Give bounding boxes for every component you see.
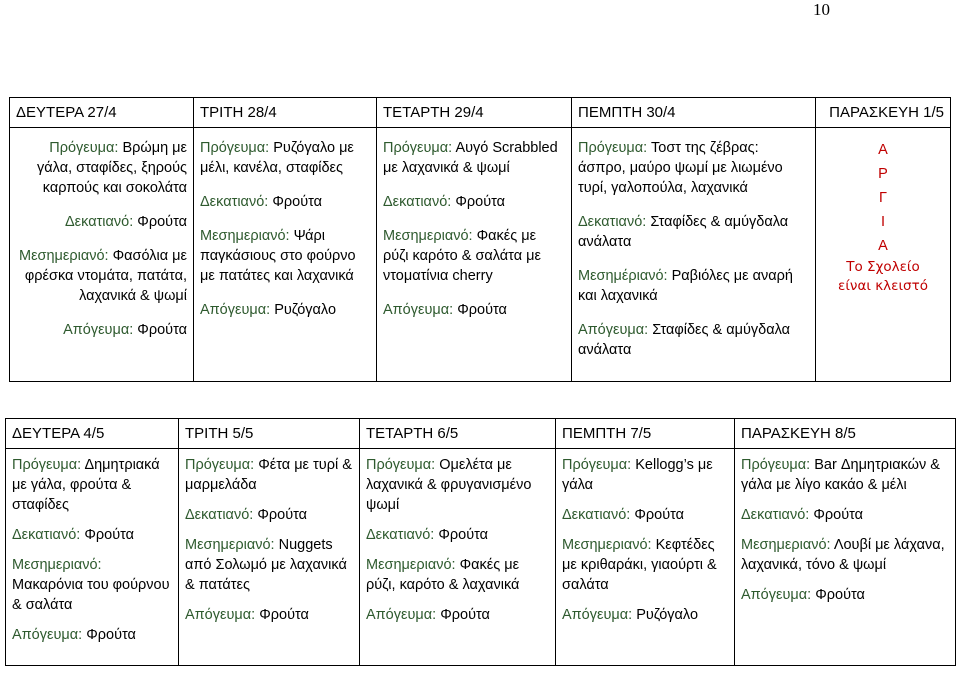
snack-label: Δεκατιανό:: [741, 507, 810, 523]
breakfast-text: Δημητριακά με γάλα, φρούτα & σταφίδες: [12, 457, 160, 513]
breakfast-entry: [741, 455, 949, 495]
week2-wed-cell: [360, 449, 556, 666]
week2-header-fri: ΠΑΡΑΣΚΕΥΗ 8/5: [735, 419, 956, 449]
lunch-label: Μεσημεριανό:: [19, 248, 109, 264]
breakfast-text: Φέτα με τυρί & μαρμελάδα: [185, 457, 352, 493]
holiday-letter: Α: [878, 142, 888, 158]
lunch-text: Φακές με ρύζι, καρότο & λαχανικά: [366, 557, 520, 593]
lunch-entry: [366, 555, 549, 595]
snack-label: Δεκατιανό:: [366, 527, 435, 543]
snack-entry: [200, 192, 370, 212]
afternoon-text: Ρυζόγαλο: [636, 607, 699, 623]
week1-header-thu: ΠΕΜΠΤΗ 30/4: [572, 98, 816, 128]
snack-entry: [578, 212, 809, 252]
lunch-entry: [12, 555, 172, 615]
week1-menu-table: [9, 97, 951, 382]
lunch-text: Λουβί με λάχανα, λαχανικά, τόνο & ψωμί: [741, 537, 945, 573]
snack-label: Δεκατιανό:: [200, 194, 269, 210]
afternoon-text: Φρούτα: [440, 607, 490, 623]
afternoon-entry: [16, 320, 187, 340]
lunch-text: Ψάρι παγκάσιους στο φούρνο με πατάτες και λαχανικά: [200, 228, 356, 284]
afternoon-text: Φρούτα: [259, 607, 309, 623]
snack-entry: [383, 192, 565, 212]
afternoon-label: Απόγευμα:: [185, 607, 256, 623]
afternoon-entry: [366, 605, 549, 625]
week2-fri-cell: [735, 449, 956, 666]
afternoon-text: Ρυζόγαλο: [274, 302, 337, 318]
week1-header-row: [10, 98, 951, 128]
afternoon-text: Φρούτα: [815, 587, 865, 603]
snack-label: Δεκατιανό:: [64, 214, 134, 230]
holiday-letter: Α: [878, 238, 888, 254]
breakfast-entry: [383, 138, 565, 178]
lunch-text: Φασόλια με φρέσκα ντομάτα, πατάτα, λαχανικά & ψωμί: [24, 248, 187, 304]
snack-text: Φρούτα: [455, 194, 506, 210]
snack-label: Δεκατιανό:: [383, 194, 452, 210]
afternoon-label: Απόγευμα:: [562, 607, 633, 623]
lunch-label: Μεσημεριανό:: [562, 537, 652, 553]
breakfast-text: Τοστ της ζέβρας: άσπρο, μαύρο ψωμί με λιωμένο τυρί, γαλοπούλα, λαχανικά: [578, 140, 783, 196]
week2-header-mon: ΔΕΥΤΕΡΑ 4/5: [6, 419, 179, 449]
snack-text: Φρούτα: [438, 527, 489, 543]
snack-entry: [185, 505, 353, 525]
afternoon-label: Απόγευμα:: [366, 607, 437, 623]
breakfast-text: Ρυζόγαλο με μέλι, κανέλα, σταφίδες: [200, 140, 354, 176]
week1-thu-cell: [572, 128, 816, 382]
breakfast-entry: [185, 455, 353, 495]
week1-fri-closed-cell: [816, 128, 951, 382]
afternoon-entry: [578, 320, 809, 360]
week2-thu-cell: [556, 449, 735, 666]
snack-label: Δεκατιανό:: [12, 527, 81, 543]
snack-label: Δεκατιανό:: [562, 507, 631, 523]
holiday-letter: Ι: [880, 214, 886, 230]
breakfast-label: Πρόγευμα:: [366, 457, 436, 473]
lunch-text: Nuggets από Σολωμό με λαχανικά & πατάτες: [185, 537, 347, 593]
lunch-label: Μεσημεριανό:: [366, 557, 456, 573]
afternoon-entry: [383, 300, 565, 320]
lunch-text: Ραβιόλες με αναρή και λαχανικά: [578, 268, 793, 304]
week2-menu-table: [5, 418, 956, 666]
afternoon-label: Απόγευμα:: [741, 587, 812, 603]
week1-header-wed: ΤΕΤΑΡΤΗ 29/4: [377, 98, 572, 128]
breakfast-entry: [16, 138, 187, 198]
breakfast-text: Βρώμη με γάλα, σταφίδες, ξηρούς καρπούς και σοκολάτα: [37, 140, 187, 196]
afternoon-entry: [200, 300, 370, 320]
week2-mon-cell: [6, 449, 179, 666]
breakfast-entry: [12, 455, 172, 515]
week2-header-row: [6, 419, 956, 449]
snack-entry: [562, 505, 728, 525]
afternoon-label: Απόγευμα:: [200, 302, 271, 318]
afternoon-entry: [185, 605, 353, 625]
snack-label: Δεκατιανό:: [185, 507, 254, 523]
snack-entry: [12, 525, 172, 545]
lunch-label: Μεσημεριανό:: [200, 228, 290, 244]
snack-text: Φρούτα: [634, 507, 685, 523]
page-number: 10: [813, 0, 830, 19]
snack-text: Φρούτα: [813, 507, 864, 523]
lunch-entry: [578, 266, 809, 306]
lunch-label: Μεσημεριανό:: [383, 228, 473, 244]
afternoon-label: Απόγευμα:: [578, 322, 649, 338]
breakfast-label: Πρόγευμα:: [383, 140, 453, 156]
lunch-entry: [383, 226, 565, 286]
afternoon-label: Απόγευμα:: [63, 322, 134, 338]
lunch-text: Φακές με ρύζι καρότο & σαλάτα με ντοματίνια cherry: [383, 228, 541, 284]
lunch-label: Μεσημεριανό:: [12, 557, 102, 573]
lunch-text: Κεφτέδες με κριθαράκι, γιαούρτι & σαλάτα: [562, 537, 717, 593]
lunch-label: Μεσημεριανό:: [185, 537, 275, 553]
week2-header-thu: ΠΕΜΠΤΗ 7/5: [556, 419, 735, 449]
week1-header-fri: ΠΑΡΑΣΚΕΥΗ 1/5: [816, 98, 951, 128]
breakfast-text: Kellogg’s με γάλα: [562, 457, 713, 493]
breakfast-entry: [562, 455, 728, 495]
holiday-letter: Γ: [879, 190, 887, 206]
breakfast-label: Πρόγευμα:: [741, 457, 811, 473]
breakfast-entry: [200, 138, 370, 178]
snack-entry: [366, 525, 549, 545]
afternoon-label: Απόγευμα:: [12, 627, 83, 643]
breakfast-label: Πρόγευμα:: [12, 457, 82, 473]
breakfast-text: Bar Δημητριακών & γάλα με λίγο κακάο & μέλι: [741, 457, 940, 493]
week2-header-wed: ΤΕΤΑΡΤΗ 6/5: [360, 419, 556, 449]
afternoon-label: Απόγευμα:: [383, 302, 454, 318]
snack-entry: [16, 212, 187, 232]
breakfast-text: Αυγό Scrabbled με λαχανικά & ψωμί: [383, 140, 558, 176]
afternoon-text: Φρούτα: [137, 322, 187, 338]
snack-text: Φρούτα: [84, 527, 135, 543]
school-closed-note: Το Σχολείο είναι κλειστό: [838, 259, 928, 294]
breakfast-entry: [366, 455, 549, 515]
lunch-entry: [562, 535, 728, 595]
holiday-letter: Ρ: [878, 166, 888, 182]
lunch-entry: [200, 226, 370, 286]
week2-meals-row: [6, 449, 956, 666]
week1-mon-cell: [10, 128, 194, 382]
week1-header-mon: ΔΕΥΤΕΡΑ 27/4: [10, 98, 194, 128]
lunch-label: Μεσημεριανό:: [741, 537, 831, 553]
lunch-entry: [185, 535, 353, 595]
week2-header-tue: ΤΡΙΤΗ 5/5: [179, 419, 360, 449]
afternoon-entry: [562, 605, 728, 625]
breakfast-text: Ομελέτα με λαχανικά & φρυγανισμένο ψωμί: [366, 457, 532, 513]
lunch-entry: [16, 246, 187, 306]
lunch-entry: [741, 535, 949, 575]
week1-tue-cell: [194, 128, 377, 382]
afternoon-entry: [12, 625, 172, 645]
breakfast-label: Πρόγευμα:: [49, 140, 119, 156]
week1-meals-row: [10, 128, 951, 382]
snack-entry: [741, 505, 949, 525]
week1-header-tue: ΤΡΙΤΗ 28/4: [194, 98, 377, 128]
afternoon-text: Φρούτα: [86, 627, 136, 643]
breakfast-label: Πρόγευμα:: [185, 457, 255, 473]
snack-text: Φρούτα: [272, 194, 323, 210]
breakfast-entry: [578, 138, 809, 198]
snack-text: Φρούτα: [137, 214, 187, 230]
afternoon-text: Σταφίδες & αμύγδαλα ανάλατα: [578, 322, 791, 358]
breakfast-label: Πρόγευμα:: [562, 457, 632, 473]
snack-text: Σταφίδες & αμύγδαλα ανάλατα: [578, 214, 789, 250]
afternoon-entry: [741, 585, 949, 605]
lunch-label: Μεσημέριανό:: [578, 268, 668, 284]
breakfast-label: Πρόγευμα:: [578, 140, 648, 156]
week1-wed-cell: [377, 128, 572, 382]
snack-label: Δεκατιανό:: [578, 214, 647, 230]
lunch-text: Μακαρόνια του φούρνου & σαλάτα: [12, 577, 170, 613]
snack-text: Φρούτα: [257, 507, 308, 523]
afternoon-text: Φρούτα: [457, 302, 507, 318]
week2-tue-cell: [179, 449, 360, 666]
breakfast-label: Πρόγευμα:: [200, 140, 270, 156]
